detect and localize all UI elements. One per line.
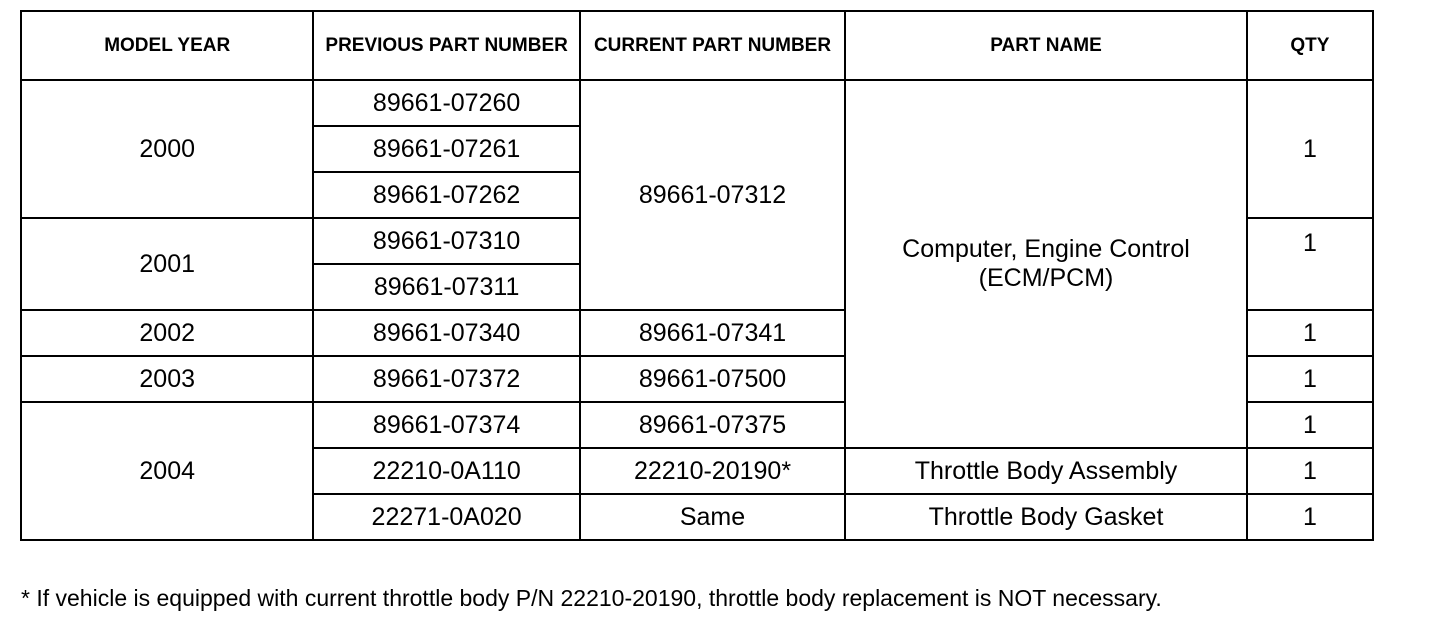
previous-part-number-cell: 89661-07260 <box>313 80 579 126</box>
table-row <box>21 80 1373 126</box>
previous-part-number-cell: 89661-07374 <box>313 402 579 448</box>
qty-cell: 1 <box>1247 310 1373 356</box>
part-name-cell: Throttle Body Gasket <box>845 494 1247 540</box>
header-part-name: PART NAME <box>845 11 1247 80</box>
qty-cell: 1 <box>1247 448 1373 494</box>
qty-cell: 1 <box>1247 494 1373 540</box>
part-name-cell <box>845 80 1247 448</box>
previous-part-number-cell: 89661-07372 <box>313 356 579 402</box>
header-previous-part-number: PREVIOUS PART NUMBER <box>313 11 579 80</box>
model-year-cell: 2003 <box>21 356 313 402</box>
previous-part-number-cell: 89661-07261 <box>313 126 579 172</box>
current-part-number-cell: 89661-07500 <box>580 356 845 402</box>
previous-part-number-cell: 89661-07311 <box>313 264 579 310</box>
qty-cell: 1 <box>1247 218 1373 310</box>
parts-table <box>20 10 1374 541</box>
model-year-cell: 2000 <box>21 80 313 218</box>
current-part-number-cell: 89661-07341 <box>580 310 845 356</box>
previous-part-number-cell: 22210-0A110 <box>313 448 579 494</box>
previous-part-number-cell: 89661-07340 <box>313 310 579 356</box>
header-row <box>21 11 1373 80</box>
current-part-number-cell: Same <box>580 494 845 540</box>
qty-cell: 1 <box>1247 80 1373 218</box>
current-part-number-cell: 89661-07312 <box>580 80 845 310</box>
qty-cell: 1 <box>1247 356 1373 402</box>
model-year-cell: 2002 <box>21 310 313 356</box>
header-current-part-number: CURRENT PART NUMBER <box>580 11 845 80</box>
part-name-line: (ECM/PCM) <box>978 264 1114 292</box>
model-year-cell: 2004 <box>21 402 313 540</box>
current-part-number-cell: 89661-07375 <box>580 402 845 448</box>
part-name-line: Computer, Engine Control <box>902 235 1190 263</box>
previous-part-number-cell: 89661-07262 <box>313 172 579 218</box>
footnote: * If vehicle is equipped with current throttle body P/N 22210-20190, throttle body replacement is NOT necessary. <box>21 585 1162 611</box>
previous-part-number-cell: 22271-0A020 <box>313 494 579 540</box>
qty-cell: 1 <box>1247 402 1373 448</box>
part-name-cell: Throttle Body Assembly <box>845 448 1247 494</box>
previous-part-number-cell: 89661-07310 <box>313 218 579 264</box>
header-qty: QTY <box>1247 11 1373 80</box>
current-part-number-cell: 22210-20190* <box>580 448 845 494</box>
model-year-cell: 2001 <box>21 218 313 310</box>
header-model-year: MODEL YEAR <box>21 11 313 80</box>
